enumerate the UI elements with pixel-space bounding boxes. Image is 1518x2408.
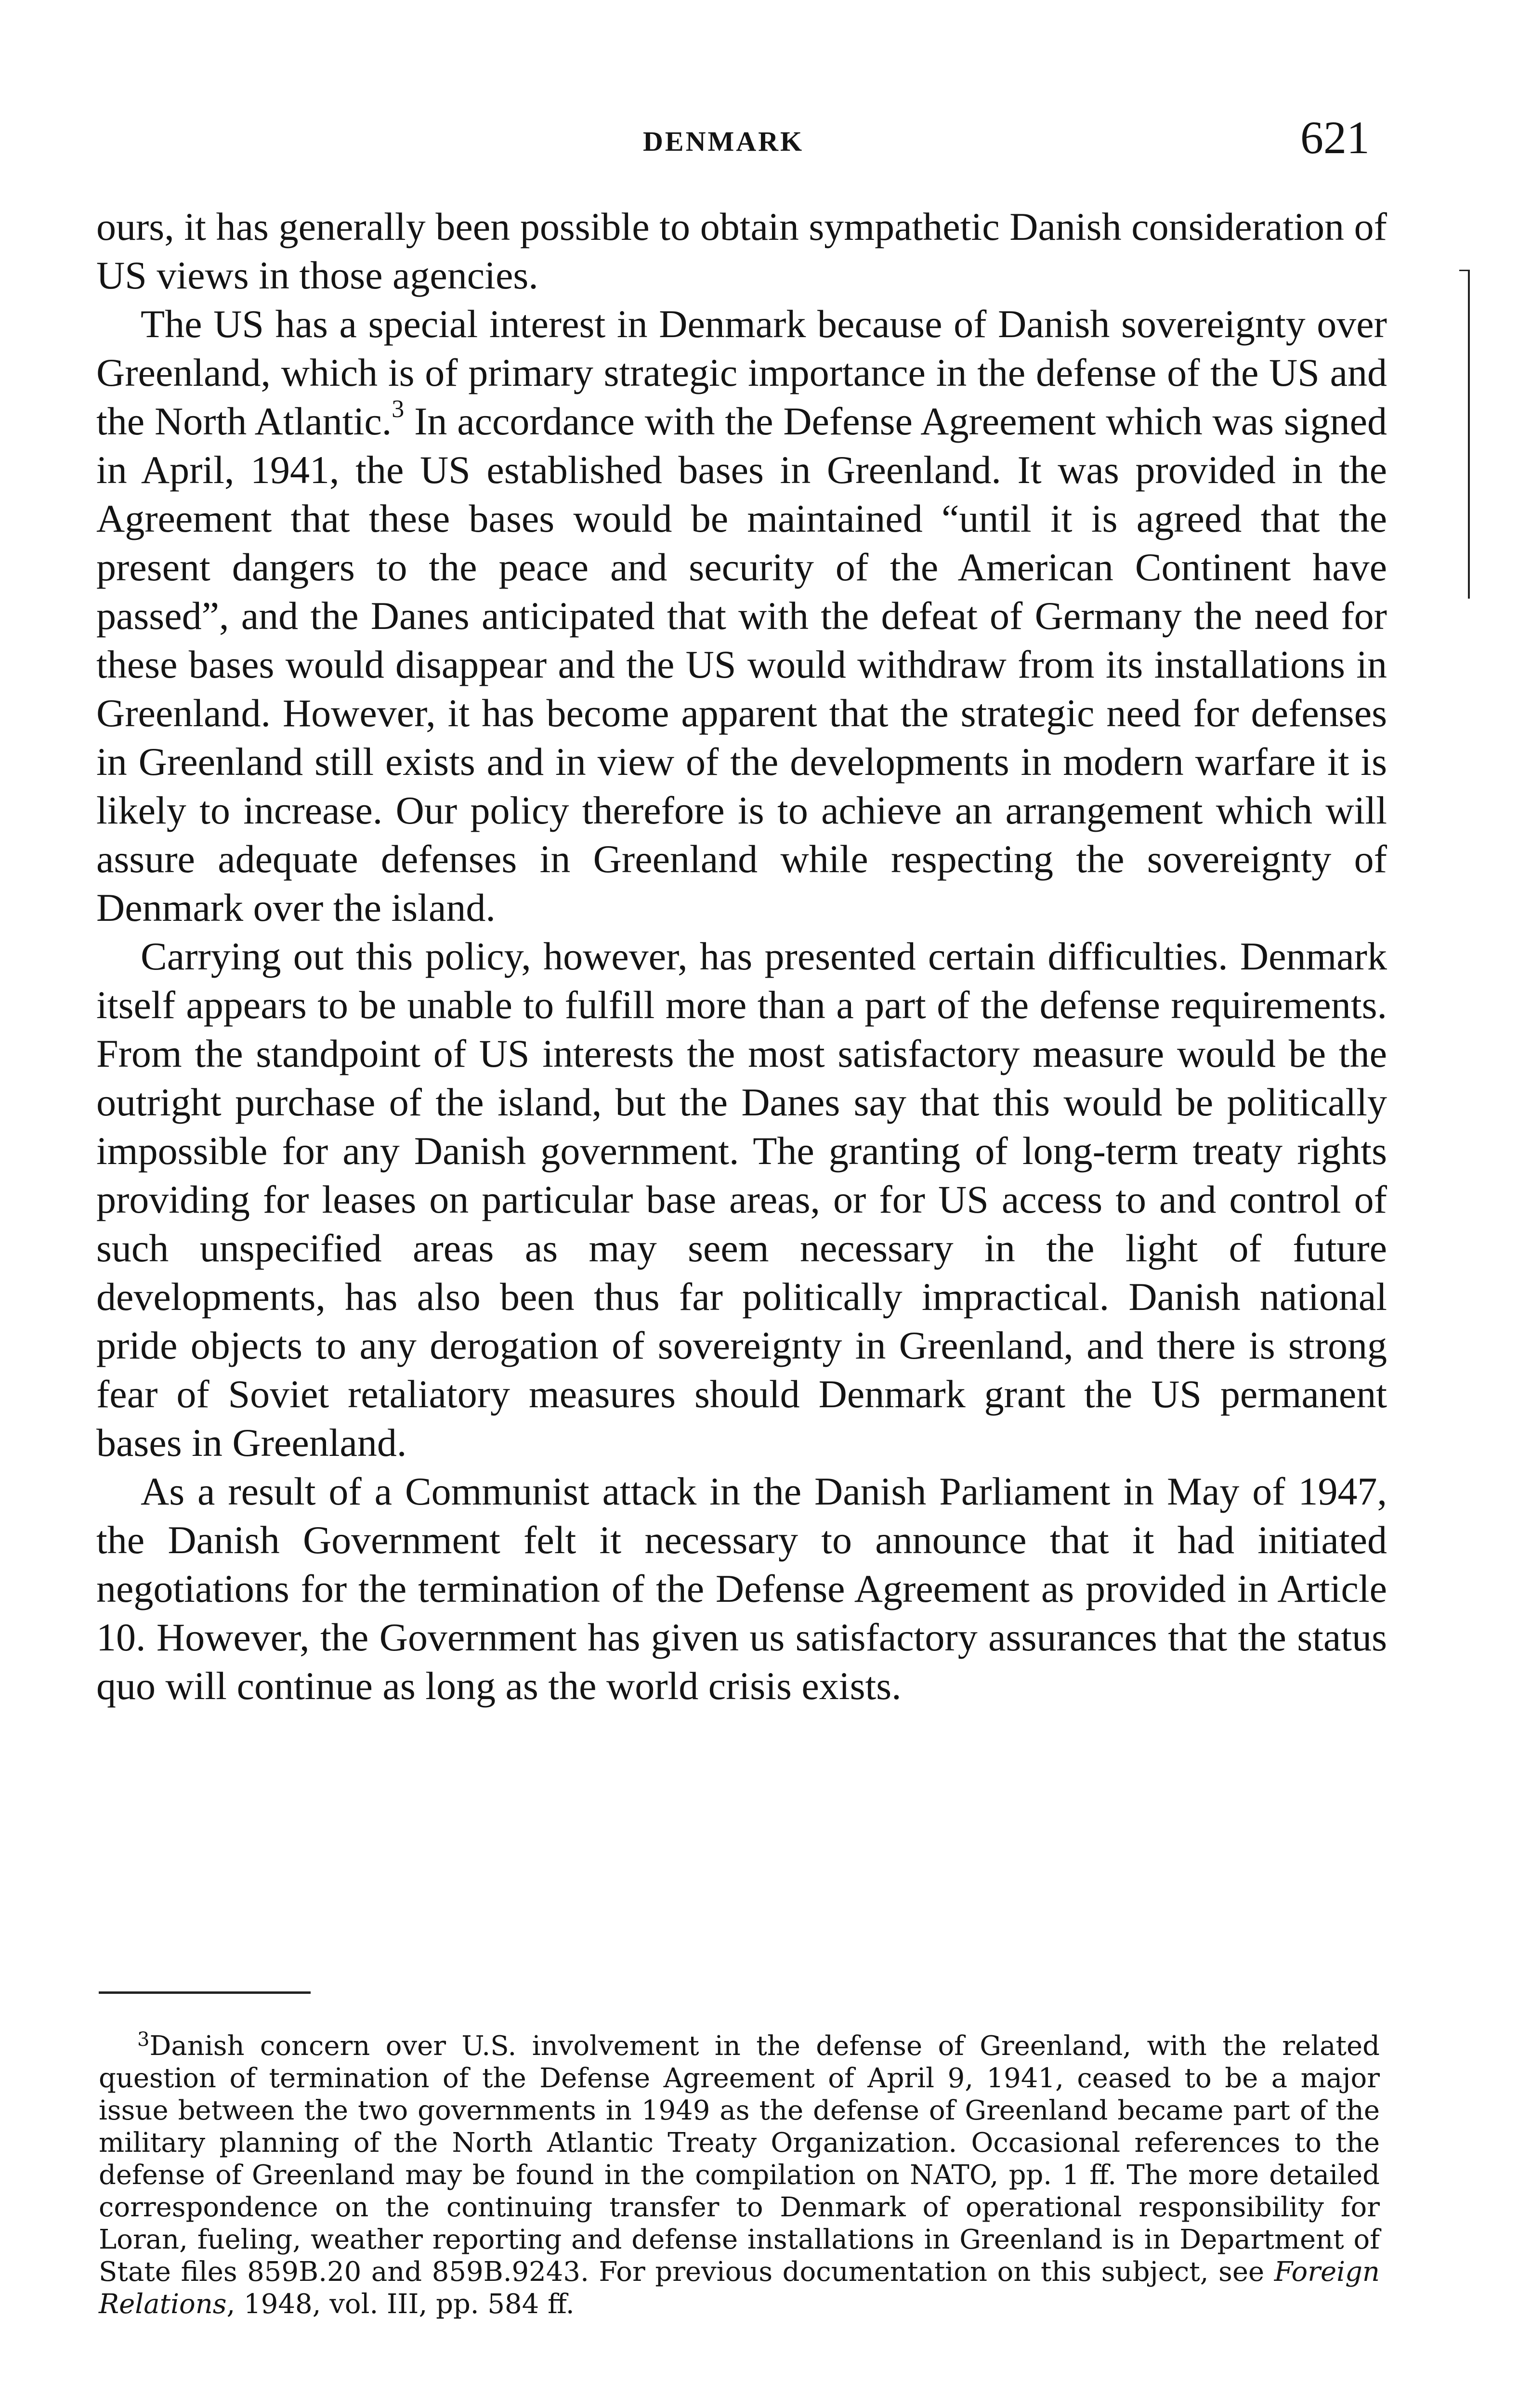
- running-title: DENMARK: [643, 126, 804, 157]
- footnote-citation-rest: , 1948, vol. III, pp. 584 ff.: [226, 2289, 575, 2320]
- paragraph-greenland-interest: [96, 300, 1387, 932]
- footnote: [99, 2030, 1380, 2320]
- body-text: [96, 202, 1387, 1710]
- paragraph-policy-difficulties: Carrying out this policy, however, has presented certain difficulties. Denmark itself appears to be unable to fulfill more than a part of the defense requirements. From the standpoint of US interests the most satisfactory measure would be the outright purchase of the island, but the Danes say that this would be politically impossible for any Danish government. The granting of long-term treaty rights providing for leases on particular base areas, or for US access to and control of such unspecified areas as may seem necessary in the light of future developments, has also been thus far politically impractical. Danish national pride objects to any derogation of sovereignty in Greenland, and there is strong fear of Soviet retaliatory measures should Denmark grant the US permanent bases in Greenland.: [96, 934, 1387, 1465]
- paragraph-greenland-interest-rest: In accordance with the Defense Agreement which was signed in April, 1941, the US established bases in Greenland. It was provided in the Agreement that these bases would be maintained “until it is agreed that the present dangers to the peace and security of the American Continent have passed”, and the Danes anticipated that with the defeat of Germany the need for these bases would disappear and the US would withdraw from its installations in Greenland. However, it has become apparent that the strategic need for defenses in Greenland still exists and in view of the developments in modern warfare it is likely to increase. Our policy therefore is to achieve an arrangement which will assure adequate defenses in Greenland while respecting the sovereignty of Denmark over the island.: [96, 399, 1387, 929]
- paragraph-communist-attack: As a result of a Communist attack in the Danish Parliament in May of 1947, the Danish Government felt it necessary to announce that it had initiated negotiations for the termination of the Defense Agreement as provided in Article 10. However, the Government has given us satisfactory assurances that the status quo will continue as long as the world crisis exists.: [96, 1469, 1387, 1708]
- page-number: 621: [1300, 112, 1370, 163]
- running-head: [0, 111, 1518, 169]
- footnote-divider: [99, 1991, 311, 1994]
- footnote-marker: 3: [137, 2028, 150, 2051]
- footnote-reference: 3: [392, 395, 405, 423]
- paragraph-greenland-interest-lead: The US has a special interest in Denmark because of Danish sovereignty over Greenland, which is of primary strategic importance in the defense of the US and the North Atlantic.: [96, 302, 1387, 443]
- paragraph-continuation: ours, it has generally been possible to obtain sympathetic Danish consideration of US views in those agencies.: [96, 205, 1387, 297]
- footnote-text: Danish concern over U.S. involvement in the defense of Greenland, with the related question of termination of the Defense Agreement of April 9, 1941, ceased to be a major issue between the two governments in 1949 as the defense of Greenland became part of the military planning of the North Atlantic Treaty Organization. Occasional references to the defense of Greenland may be found in the compilation on NATO, pp. 1 ff. The more detailed correspondence on the continuing transfer to Denmark of operational responsibility for Loran, fueling, weather reporting and defense installations in Greenland is in Department of State files 859B.20 and 859B.9243. For previous documentation on this subject, see: [99, 2030, 1380, 2288]
- margin-bracket-mark: [1459, 270, 1470, 599]
- footnote-citation-title: Foreign Relations: [99, 2256, 1380, 2320]
